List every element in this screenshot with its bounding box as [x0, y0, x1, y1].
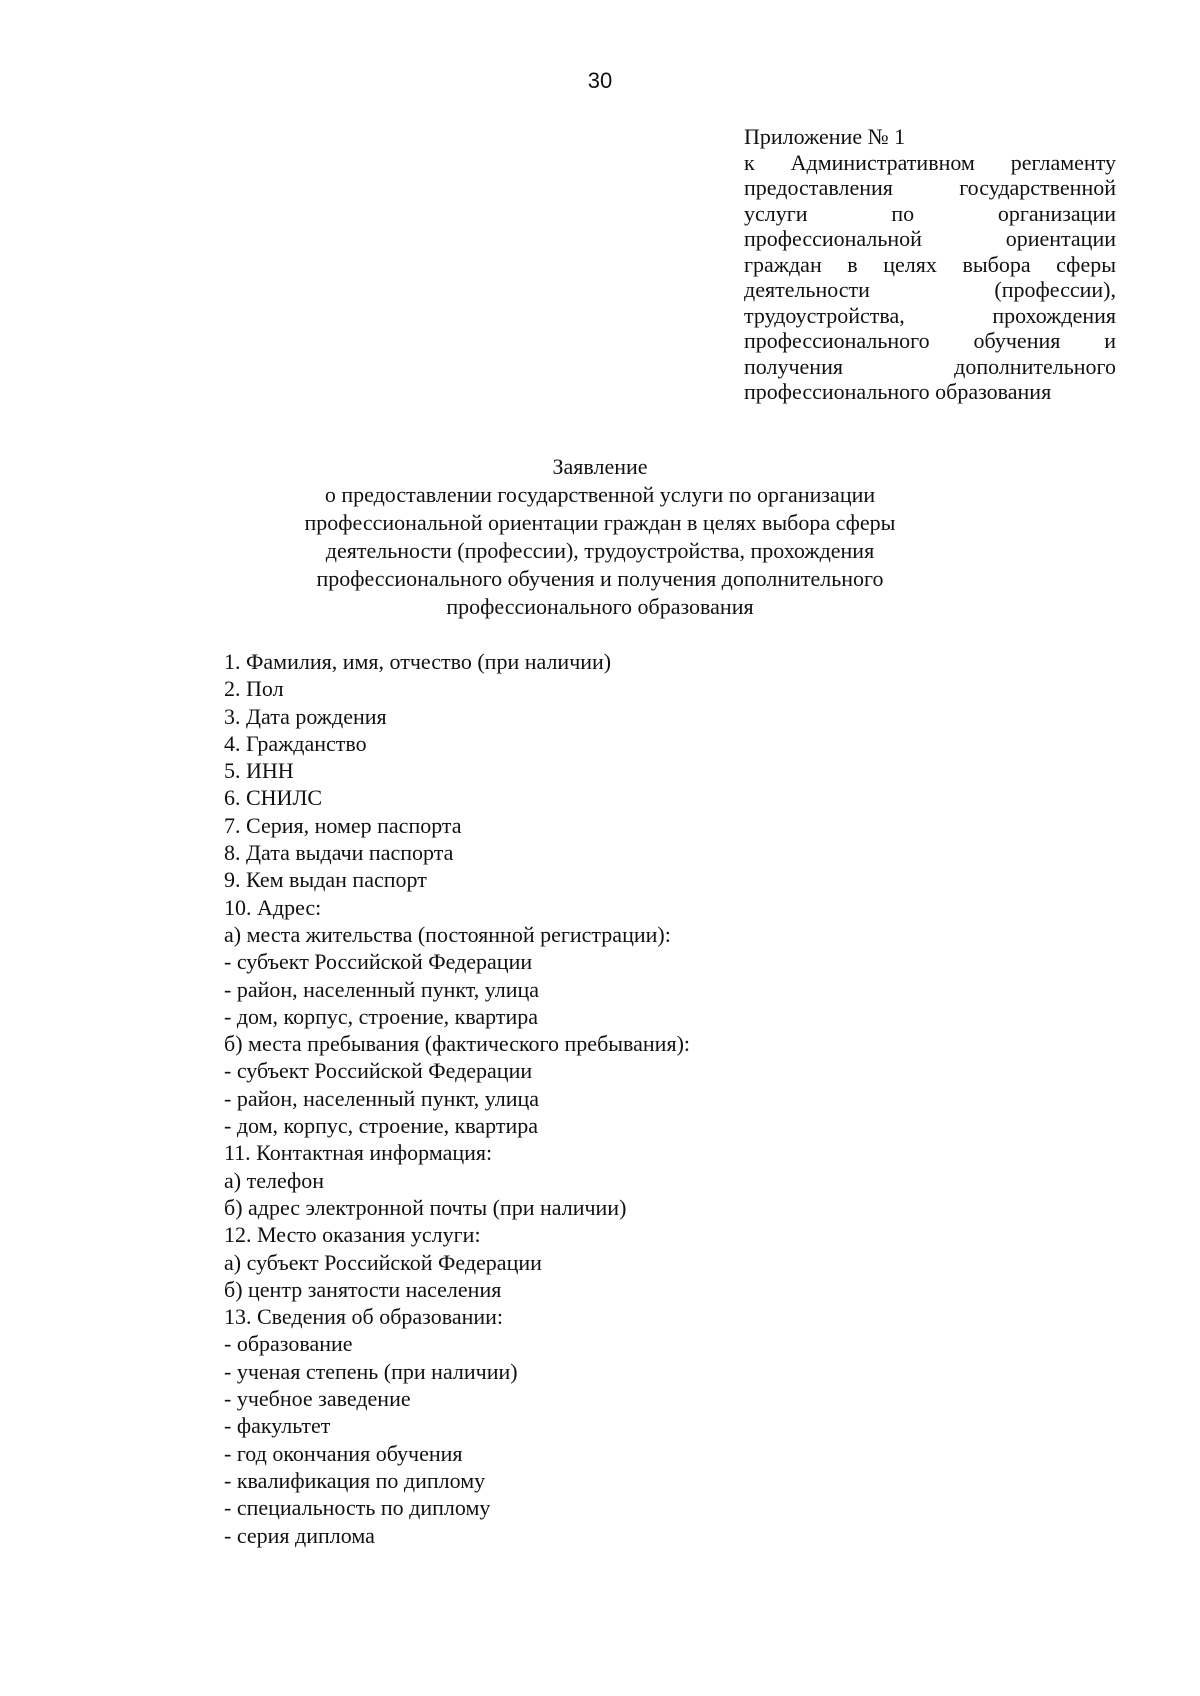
list-item: 7. Серия, номер паспорта	[224, 812, 462, 838]
list-item: б) центр занятости населения	[224, 1276, 502, 1302]
list-item: 9. Кем выдан паспорт	[224, 867, 427, 893]
appendix-line: профессионального образования	[744, 379, 1052, 404]
appendix-line: получения дополнительного	[744, 353, 1116, 379]
list-item: - район, населенный пункт, улица	[224, 1085, 540, 1111]
list-item: б) места пребывания (фактического пребывания):	[224, 1031, 691, 1057]
appendix-line: к Административном регламенту	[744, 149, 1116, 175]
list-item: 11. Контактная информация:	[224, 1140, 493, 1166]
list-item: 6. СНИЛС	[224, 785, 323, 811]
list-item: - район, населенный пункт, улица	[224, 976, 540, 1002]
document-subtitle-line: профессионального обучения и получения дополнительного	[316, 566, 884, 591]
list-item: - дом, корпус, строение, квартира	[224, 1113, 539, 1139]
list-item: а) телефон	[224, 1167, 325, 1193]
appendix-line: деятельности (профессии),	[744, 277, 1116, 302]
list-item: - образование	[224, 1331, 353, 1357]
appendix-title: Приложение № 1	[744, 124, 906, 149]
list-item: - год окончания обучения	[224, 1440, 463, 1466]
appendix-reference	[744, 124, 1116, 405]
list-item: - факультет	[224, 1413, 331, 1439]
list-item: а) места жительства (постоянной регистрации):	[224, 921, 671, 947]
appendix-line: профессионального обучения и	[744, 328, 1116, 353]
list-item: - специальность по диплому	[224, 1495, 491, 1521]
list-item: 1. Фамилия, имя, отчество (при наличии)	[224, 649, 612, 674]
document-subtitle-line: деятельности (профессии), трудоустройства, прохождения	[325, 538, 875, 563]
application-field-list	[224, 648, 1044, 1549]
list-item: - серия диплома	[224, 1522, 375, 1548]
document-subtitle-line: профессиональной ориентации граждан в целях выбора сферы	[304, 510, 896, 535]
document-subtitle-line: профессионального образования	[446, 594, 754, 619]
list-item: - ученая степень (при наличии)	[224, 1358, 518, 1384]
list-item: а) субъект Российской Федерации	[224, 1249, 542, 1275]
appendix-line: предоставления государственной	[744, 175, 1116, 200]
document-heading	[0, 453, 1200, 621]
list-item: - субъект Российской Федерации	[224, 1058, 533, 1084]
list-item: 4. Гражданство	[224, 730, 367, 756]
list-item: - дом, корпус, строение, квартира	[224, 1003, 539, 1029]
document-subtitle-line: о предоставлении государственной услуги по организации	[324, 482, 876, 507]
list-item: - учебное заведение	[224, 1386, 411, 1412]
appendix-line: трудоустройства, прохождения	[744, 302, 1116, 328]
list-item: - субъект Российской Федерации	[224, 949, 533, 975]
list-item: - квалификация по диплому	[224, 1467, 486, 1493]
appendix-line: профессиональной ориентации	[744, 226, 1116, 251]
list-item: 8. Дата выдачи паспорта	[224, 840, 454, 866]
list-item: 10. Адрес:	[224, 894, 322, 920]
list-item: 5. ИНН	[224, 758, 294, 784]
list-item: 13. Сведения об образовании:	[224, 1304, 504, 1330]
document-title: Заявление	[552, 454, 648, 479]
list-item: 2. Пол	[224, 676, 284, 702]
list-item: 12. Место оказания услуги:	[224, 1222, 481, 1248]
appendix-line: услуги по организации	[744, 200, 1116, 226]
list-item: 3. Дата рождения	[224, 703, 387, 729]
appendix-line: граждан в целях выбора сферы	[744, 251, 1116, 277]
page-number: 30	[587, 68, 613, 93]
list-item: б) адрес электронной почты (при наличии)	[224, 1194, 627, 1220]
